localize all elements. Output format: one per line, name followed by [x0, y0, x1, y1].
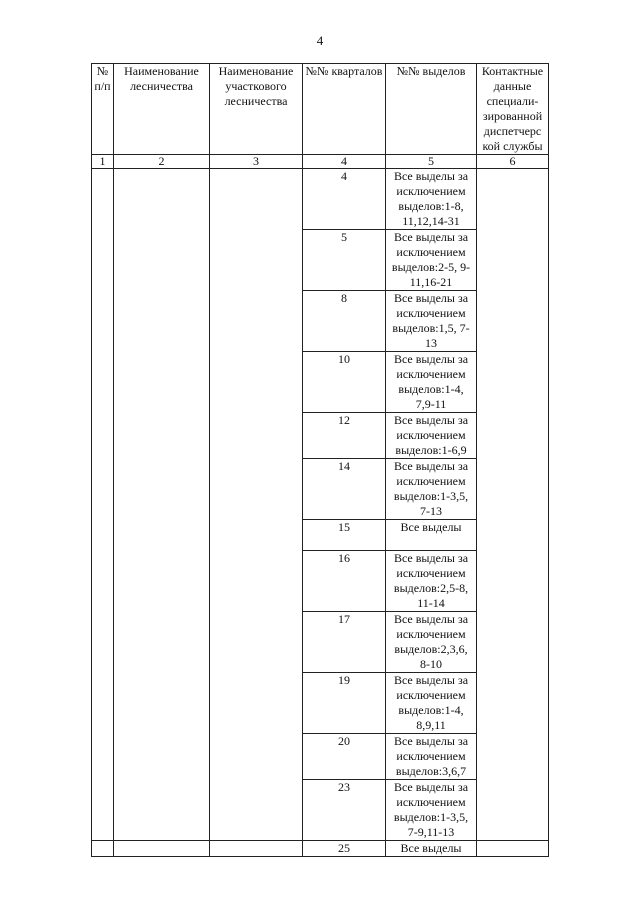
header-plots: №№ выделов — [386, 64, 477, 155]
page-number: 4 — [316, 33, 324, 48]
plots-cell: Все выделы за исключением выделов:1-8, 11,12,14-31 — [386, 169, 477, 230]
forestry-cell — [114, 841, 210, 857]
column-number: 5 — [386, 155, 477, 169]
column-number: 1 — [92, 155, 114, 169]
quarter-cell: 25 — [303, 841, 386, 857]
header-district-forestry: Наименование участкового лесничества — [210, 64, 303, 155]
header-forestry: Наименование лесничества — [114, 64, 210, 155]
district-forestry-cell — [210, 169, 303, 841]
column-number: 3 — [210, 155, 303, 169]
plots-cell: Все выделы за исключением выделов:1-3,5, 7-9,11-13 — [386, 780, 477, 841]
quarter-cell: 19 — [303, 673, 386, 734]
number-cell — [92, 841, 114, 857]
quarter-cell: 23 — [303, 780, 386, 841]
header-contacts: Контактные данные специали-зированной диспетчерс кой службы — [477, 64, 549, 155]
quarter-cell: 20 — [303, 734, 386, 780]
column-number: 4 — [303, 155, 386, 169]
column-number: 2 — [114, 155, 210, 169]
plots-cell: Все выделы за исключением выделов:2,5-8, 11-14 — [386, 551, 477, 612]
plots-cell: Все выделы за исключением выделов:1,5, 7-13 — [386, 291, 477, 352]
contacts-cell — [477, 169, 549, 841]
forestry-cell — [114, 169, 210, 841]
plots-cell: Все выделы за исключением выделов:3,6,7 — [386, 734, 477, 780]
table-row — [92, 169, 549, 230]
forest-plots-table — [91, 63, 549, 857]
district-forestry-cell — [210, 841, 303, 857]
quarter-cell: 14 — [303, 459, 386, 520]
table-row — [92, 841, 549, 857]
quarter-cell: 8 — [303, 291, 386, 352]
header-number: № п/п — [92, 64, 114, 155]
plots-cell: Все выделы за исключением выделов:1-3,5, 7-13 — [386, 459, 477, 520]
quarter-cell: 17 — [303, 612, 386, 673]
column-number-row — [92, 155, 549, 169]
plots-cell: Все выделы — [386, 841, 477, 857]
plots-cell: Все выделы за исключением выделов:1-4, 7,9-11 — [386, 352, 477, 413]
table-header-row — [92, 64, 549, 155]
plots-cell: Все выделы — [386, 520, 477, 551]
quarter-cell: 4 — [303, 169, 386, 230]
quarter-cell: 10 — [303, 352, 386, 413]
quarter-cell: 16 — [303, 551, 386, 612]
quarter-cell: 12 — [303, 413, 386, 459]
plots-cell: Все выделы за исключением выделов:2-5, 9-11,16-21 — [386, 230, 477, 291]
plots-cell: Все выделы за исключением выделов:2,3,6, 8-10 — [386, 612, 477, 673]
column-number: 6 — [477, 155, 549, 169]
quarter-cell: 15 — [303, 520, 386, 551]
plots-cell: Все выделы за исключением выделов:1-6,9 — [386, 413, 477, 459]
header-quarters: №№ кварталов — [303, 64, 386, 155]
quarter-cell: 5 — [303, 230, 386, 291]
contacts-cell — [477, 841, 549, 857]
plots-cell: Все выделы за исключением выделов:1-4, 8,9,11 — [386, 673, 477, 734]
number-cell — [92, 169, 114, 841]
